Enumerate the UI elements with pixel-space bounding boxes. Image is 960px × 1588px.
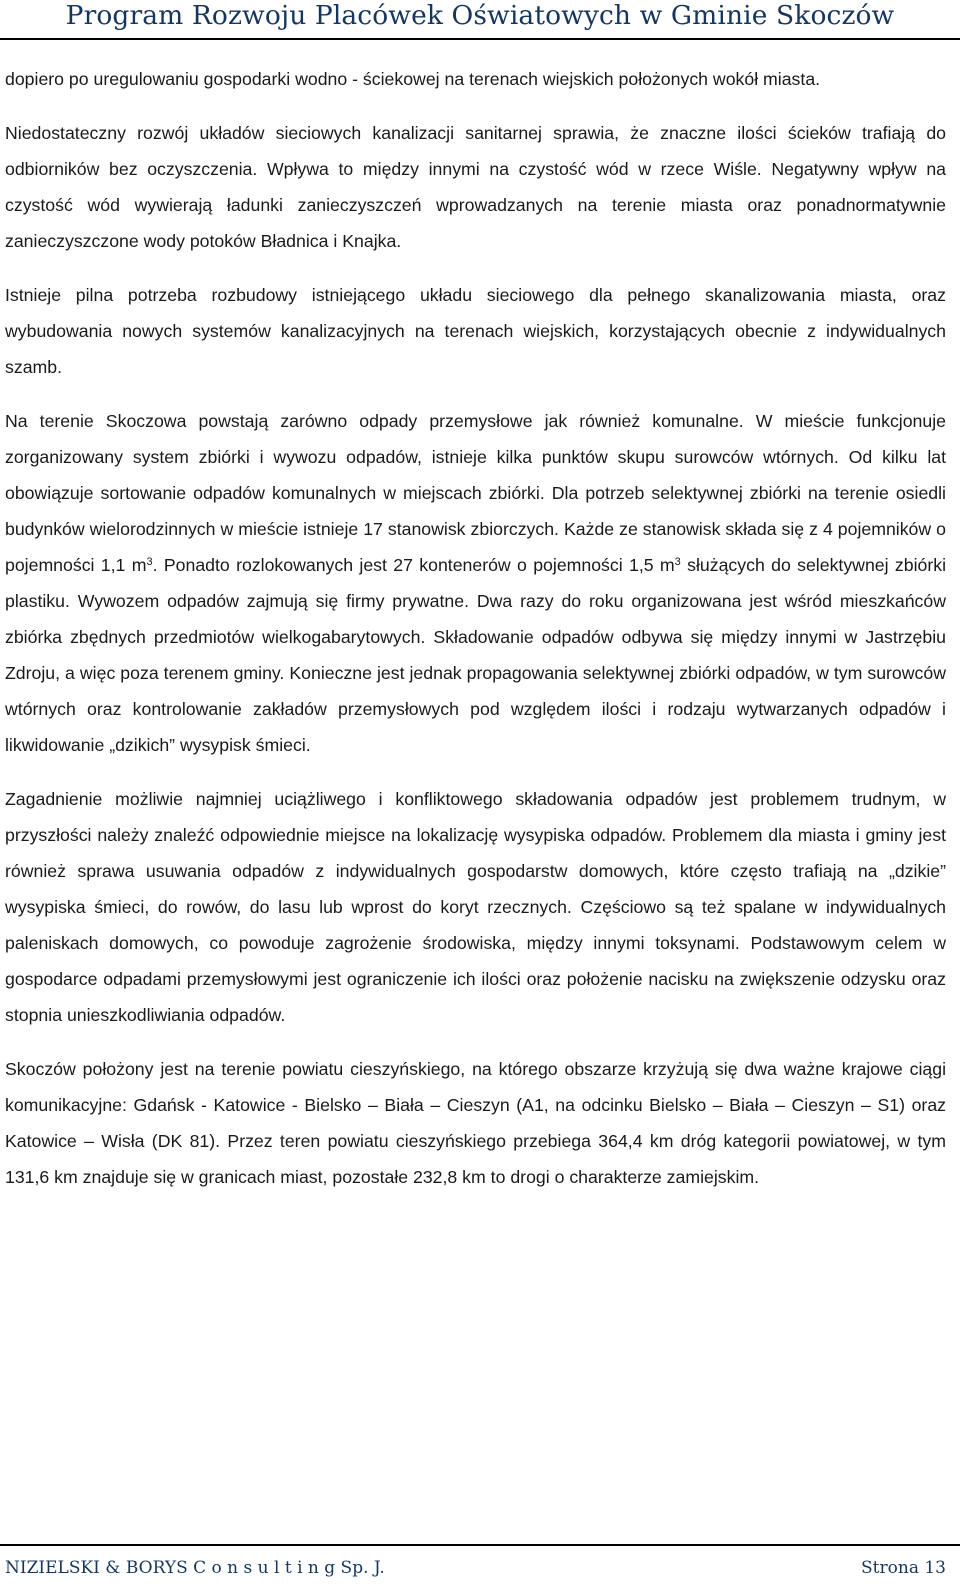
waste-text-part-3: służących do selektywnej zbiórki plastiku. Wywozem odpadów zajmują się firmy prywatne. Dwa razy do roku organizowana jest wśród mieszkańców zbiórka zbędnych przedmiotów wielkogabarytowych. Składowanie odpadów odbywa się między innymi w Jastrzębiu Zdroju, a więc poza terenem gminy. Konieczne jest jednak propagowania selektywnej zbiórki odpadów, w tym surowców wtórnych oraz kontrolowanie zakładów przemysłowych pod względem ilości i rodzaju wytwarzanych odpadów i likwidowanie „dzikich” wysypisk śmieci. (5, 555, 947, 755)
paragraph-sewage-network: Niedostateczny rozwój układów sieciowych kanalizacji sanitarnej sprawia, że znaczne ilości ścieków trafiają do odbiorników bez oczyszczenia. Wpływa to między innymi na czystość wód w rzece Wiśle. Negatywny wpływ na czystość wód wywierają ładunki zanieczyszczeń wprowadzanych na terenie miasta oraz ponadnormatywnie zanieczyszczone wody potoków Bładnica i Knajka. (5, 123, 946, 251)
footer-page-number: Strona 13 (861, 1558, 946, 1578)
paragraph-waste-collection (5, 403, 946, 763)
cubic-superscript-2: 3 (674, 556, 681, 568)
footer-company: NIZIELSKI & BORYS C o n s u l t i n g Sp. J. (5, 1558, 385, 1578)
paragraph-transport: Skoczów położony jest na terenie powiatu cieszyńskiego, na którego obszarze krzyżują się dwa ważne krajowe ciągi komunikacyjne: Gdańsk - Katowice - Bielsko – Biała – Cieszyn (A1, na odcinku Bielsko – Biała – Cieszyn – S1) oraz Katowice – Wisła (DK 81). Przez teren powiatu cieszyńskiego przebiega 364,4 km dróg kategorii powiatowej, w tym 131,6 km znajduje się w granicach miast, pozostałe 232,8 km to drogi o charakterze zamiejskim. (5, 1059, 946, 1187)
document-body (5, 61, 946, 1213)
header-divider (0, 38, 960, 40)
footer-divider (0, 1544, 960, 1546)
paragraph-waste-disposal: Zagadnienie możliwie najmniej uciążliwego i konfliktowego składowania odpadów jest problemem trudnym, w przyszłości należy znaleźć odpowiednie miejsce na lokalizację wysypiska odpadów. Problemem dla miasta i gminy jest również sprawa usuwania odpadów z indywidualnych gospodarstw domowych, które często trafiają na „dzikie” wysypiska śmieci, do rowów, do lasu lub wprost do koryt rzecznych. Częściowo są też spalane w indywidualnych paleniskach domowych, co powoduje zagrożenie środowiska, między innymi toksynami. Podstawowym celem w gospodarce odpadami przemysłowymi jest ograniczenie ich ilości oraz położenie nacisku na zwiększenie odzysku oraz stopnia unieszkodliwiania odpadów. (5, 789, 946, 1025)
cubic-superscript-1: 3 (146, 556, 153, 568)
paragraph-sewage-expansion: Istnieje pilna potrzeba rozbudowy istniejącego układu sieciowego dla pełnego skanalizowania miasta, oraz wybudowania nowych systemów kanalizacyjnych na terenach wiejskich, korzystających obecnie z indywidualnych szamb. (5, 285, 946, 377)
waste-text-part-2: . Ponadto rozlokowanych jest 27 kontenerów o pojemności 1,5 m (152, 555, 675, 575)
paragraph-wastewater-intro: dopiero po uregulowaniu gospodarki wodno - ściekowej na terenach wiejskich położonych wokół miasta. (5, 69, 821, 89)
page-footer (5, 1555, 946, 1585)
waste-text-part-1: Na terenie Skoczowa powstają zarówno odpady przemysłowe jak również komunalne. W mieście funkcjonuje zorganizowany system zbiórki i wywozu odpadów, istnieje kilka punktów skupu surowców wtórnych. Od kilku lat obowiązuje sortowanie odpadów komunalnych w miejscach zbiórki. Dla potrzeb selektywnej zbiórki na terenie osiedli budynków wielorodzinnych w mieście istnieje 17 stanowisk zbiorczych. Każde ze stanowisk składa się z 4 pojemników o pojemności 1,1 m (5, 411, 946, 575)
document-title: Program Rozwoju Placówek Oświatowych w Gminie Skoczów (65, 0, 895, 31)
